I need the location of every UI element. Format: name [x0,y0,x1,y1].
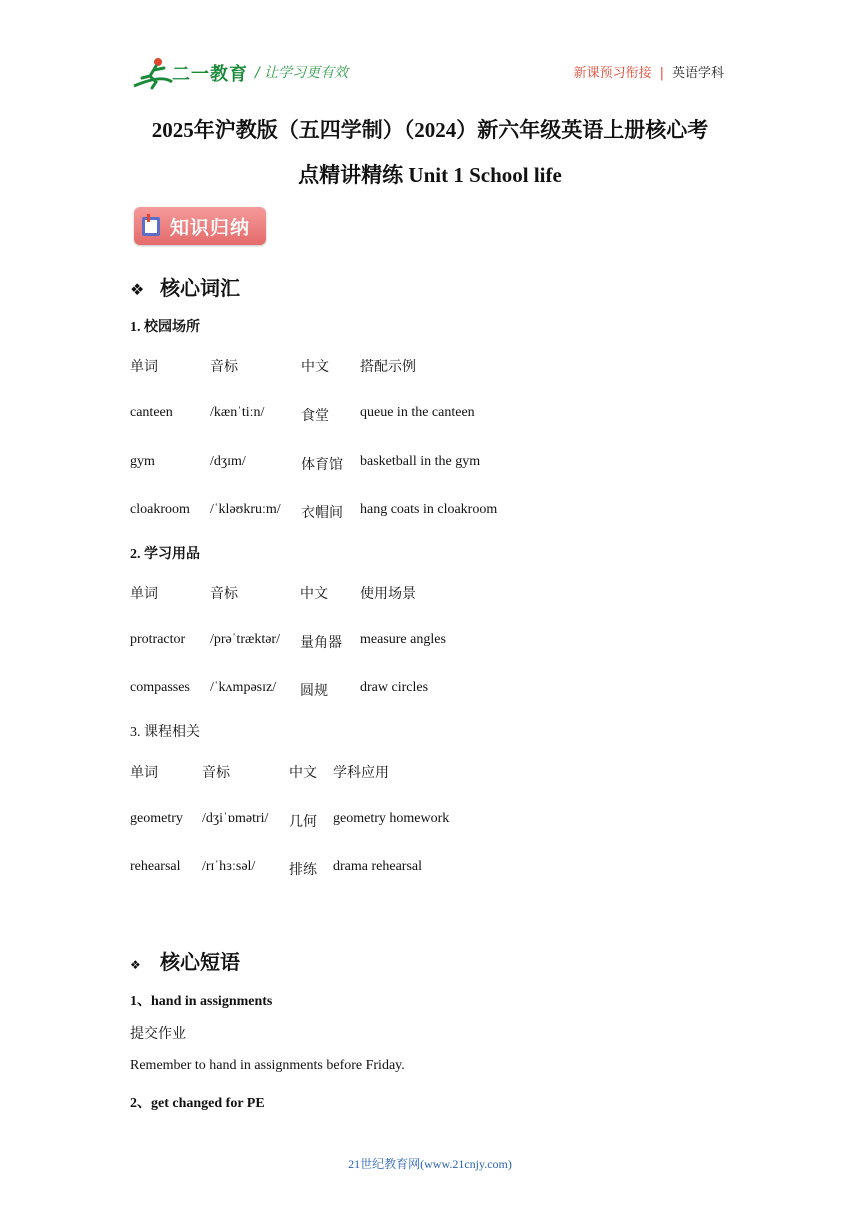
chinese-cell: 食堂 [301,409,329,424]
table-header-cell: 单词 [130,766,158,781]
vocab-group-title: 1. 校园场所 [130,320,200,335]
phrase-title: 2、get changed for PE [130,1096,265,1111]
phrase-example: Remember to hand in assignments before Friday. [130,1058,405,1073]
example-cell: basketball in the gym [360,454,481,469]
page-footer: 21世纪教育网(www.21cnjy.com) [348,1157,512,1171]
header-separator: | [659,66,664,81]
word-cell: gym [130,454,155,469]
phonetic-cell: /ˈkʌmpəsɪz/ [210,680,277,695]
page-title-line-2: 点精讲精练 Unit 1 School life [298,163,562,187]
table-row [0,454,860,474]
example-cell: hang coats in cloakroom [360,502,498,517]
table-header-row [0,762,860,782]
word-cell: rehearsal [130,859,181,874]
table-row [0,811,860,831]
chinese-cell: 体育馆 [301,458,343,473]
example-cell: queue in the canteen [360,405,475,420]
logo-text: 二一教育 [172,64,248,85]
phonetic-cell: /prəˈtræktər/ [210,632,280,647]
phonetic-cell: /rɪˈhɜːsəl/ [202,859,256,874]
example-cell: geometry homework [333,811,450,826]
vocab-group-title: 3. 课程相关 [130,725,200,740]
vocab-heading [130,272,240,301]
table-header-cell: 中文 [300,587,328,602]
phonetic-cell: /dʒɪm/ [210,454,246,469]
phrase-title: 1、hand in assignments [130,994,273,1009]
word-cell: protractor [130,632,186,647]
header-tag-preview: 新课预习衔接 [573,66,652,81]
example-cell: draw circles [360,680,429,695]
table-header-cell: 中文 [289,766,317,781]
diamond-bullet-icon: ❖ [130,958,141,972]
phrase-meaning: 提交作业 [130,1027,186,1042]
table-header-cell: 音标 [210,360,238,375]
table-row [0,859,860,879]
vocab-heading-text: 核心词汇 [160,276,240,300]
table-row [0,502,860,522]
chinese-cell: 量角器 [300,636,342,651]
table-header-cell: 单词 [130,587,158,602]
table-header-cell: 音标 [210,587,238,602]
table-header-cell: 单词 [130,360,158,375]
diamond-bullet-icon: ❖ [130,280,145,299]
book-icon [141,214,161,238]
chinese-cell: 圆规 [300,684,328,699]
word-cell: compasses [130,680,190,695]
word-cell: cloakroom [130,502,190,517]
table-row [0,632,860,652]
header-tag-subject: 英语学科 [671,66,724,81]
page-title-line-1: 2025年沪教版（五四学制）（2024）新六年级英语上册核心考 [151,118,709,142]
phrases-heading [130,946,240,975]
table-row [0,680,860,700]
word-cell: canteen [130,405,173,420]
chinese-cell: 排练 [289,863,317,878]
table-header-cell: 使用场景 [360,587,416,602]
page-header [0,0,860,100]
knowledge-summary-badge [134,207,266,245]
table-header-cell: 学科应用 [333,766,389,781]
word-cell: geometry [130,811,183,826]
phonetic-cell: /kænˈtiːn/ [210,405,265,420]
table-header-row [0,583,860,603]
table-header-cell: 搭配示例 [360,360,416,375]
table-header-cell: 音标 [202,766,230,781]
slogan: / 让学习更有效 [255,65,349,81]
example-cell: measure angles [360,632,446,647]
table-row [0,405,860,425]
table-header-cell: 中文 [301,360,329,375]
vocab-group-title: 2. 学习用品 [130,547,200,562]
header-right [574,62,724,81]
example-cell: drama rehearsal [333,859,422,874]
chinese-cell: 几何 [289,815,317,830]
badge-label: 知识归纳 [170,217,251,239]
chinese-cell: 衣帽间 [301,506,343,521]
phonetic-cell: /ˈkləʊkruːm/ [210,502,281,517]
phonetic-cell: /dʒiˈɒmətri/ [202,811,269,826]
phrases-heading-text: 核心短语 [160,950,240,974]
table-header-row [0,356,860,376]
